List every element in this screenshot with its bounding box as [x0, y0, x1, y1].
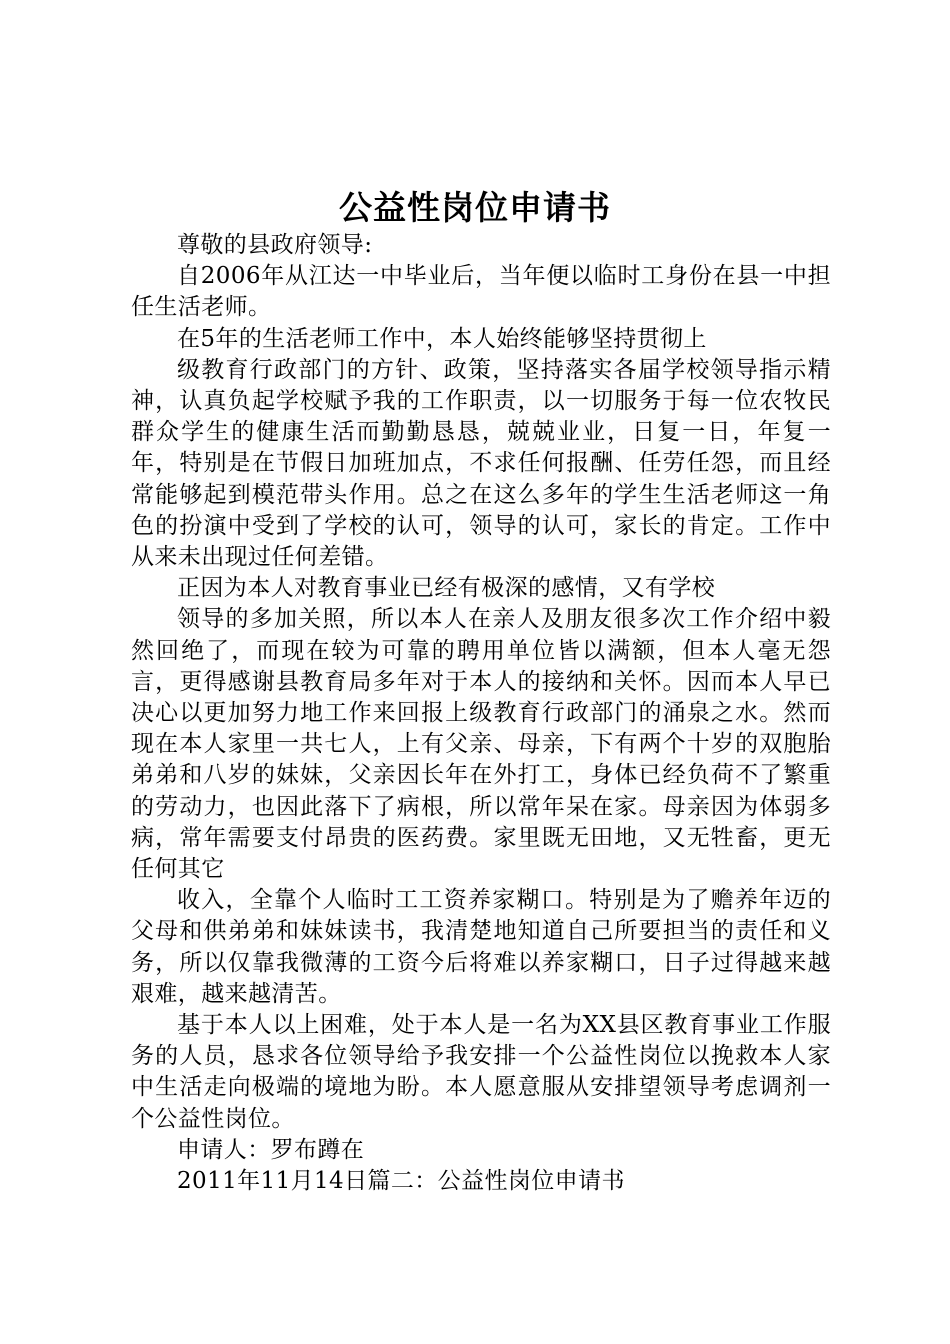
paragraph: 基于本人以上困难，处于本人是一名为XX县区教育事业工作服务的人员，恳求各位领导给予我安排一个公益性岗位以挽救本人家中生活走向极端的境地为盼。本人愿意服从安排望领导考虑调剂一个公益性岗位。 [131, 1012, 831, 1132]
paragraph: 自2006年从江达一中毕业后，当年便以临时工身份在县一中担任生活老师。 [131, 263, 831, 321]
date-line: 2011年11月14日篇二：公益性岗位申请书 [177, 1168, 625, 1195]
paragraph: 领导的多加关照，所以本人在亲人及朋友很多次工作介绍中毅然回绝了，而现在较为可靠的聘用单位皆以满额，但本人毫无怨言，更得感谢县教育局多年对于本人的接纳和关怀。因而本人早已决心以更加努力地工作来回报上级教育行政部门的涌泉之水。然而现在本人家里一共七人，上有父亲、母亲，下有两个十岁的双胞胎弟弟和八岁的妹妹，父亲因长年在外打工，身体已经负荷不了繁重的劳动力，也因此落下了病根，所以常年呆在家。母亲因为体弱多病，常年需要支付昂贵的医药费。家里既无田地，又无牲畜，更无任何其它 [131, 606, 831, 883]
paragraph: 正因为本人对教育事业已经有极深的感情，又有学校 [177, 575, 716, 602]
signature: 申请人：罗布蹲在 [177, 1136, 365, 1163]
document-title: 公益性岗位申请书 [339, 188, 611, 227]
paragraph: 级教育行政部门的方针、政策，坚持落实各届学校领导指示精神，认真负起学校赋予我的工作职责，以一切服务于每一位农牧民群众学生的健康生活而勤勤恳恳，兢兢业业，日复一日，年复一年，特别是在节假日加班加点，不求任何报酬、任劳任怨，而且经常能够起到模范带头作用。总之在这么多年的学生生活老师这一角色的扮演中受到了学校的认可，领导的认可，家长的肯定。工作中从来未出现过任何差错。 [131, 356, 831, 571]
paragraph: 在5年的生活老师工作中，本人始终能够坚持贯彻上 [177, 325, 707, 352]
paragraph: 收入，全靠个人临时工工资养家糊口。特别是为了赡养年迈的父母和供弟弟和妹妹读书，我清楚地知道自己所要担当的责任和义务，所以仅靠我微薄的工资今后将难以养家糊口，日子过得越来越艰难，越来越清苦。 [131, 887, 831, 1007]
document-body [131, 230, 831, 1197]
salutation: 尊敬的县政府领导: [177, 232, 373, 258]
